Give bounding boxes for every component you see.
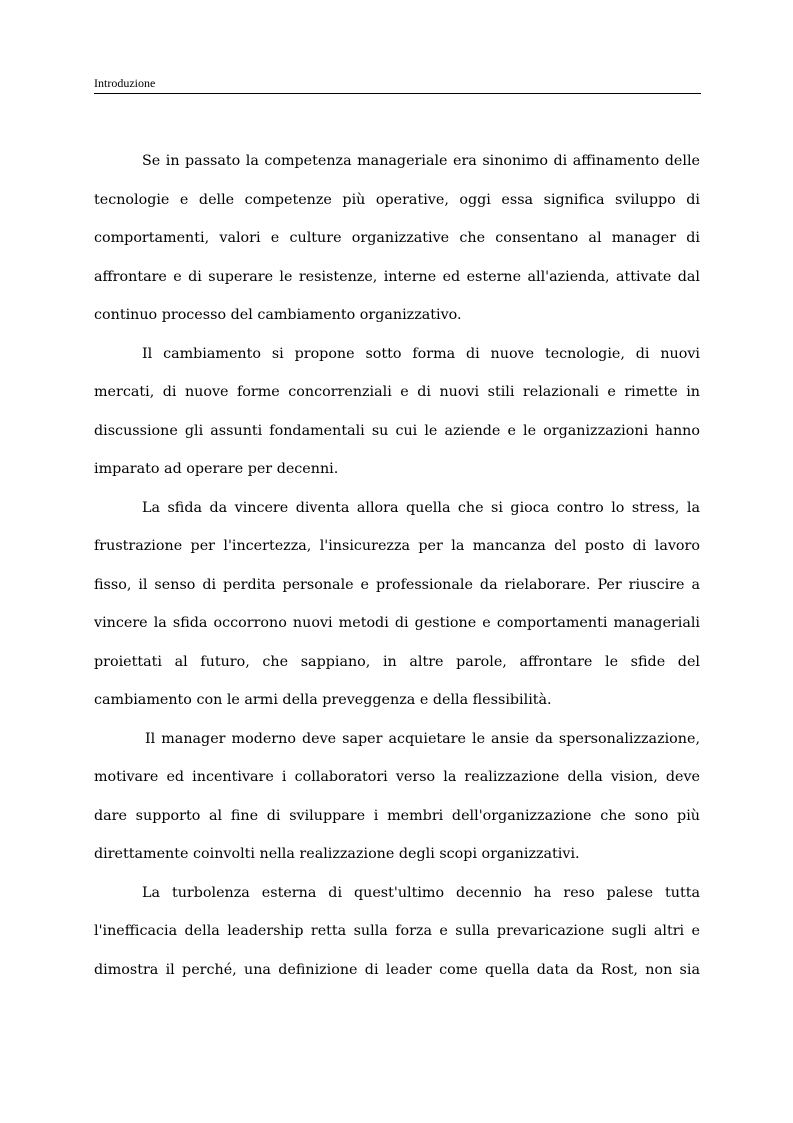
text-line: vincere la sfida occorrono nuovi metodi di gestione e comportamenti manageriali [94,615,700,631]
text-line: motivare ed incentivare i collaboratori verso la realizzazione della vision, deve [94,769,700,785]
text-line: proiettati al futuro, che sappiano, in altre parole, affrontare le sfide del [94,653,700,670]
text-line: tecnologie e delle competenze più operative, oggi essa significa sviluppo di [94,191,700,208]
text-line: affrontare e di superare le resistenze, interne ed esterne all'azienda, attivate dal [94,268,700,285]
text-line: comportamenti, valori e culture organizzative che consentano al manager di [94,230,700,246]
text-line: dare supporto al fine di sviluppare i membri dell'organizzazione che sono più [94,807,700,824]
body-text [94,148,700,995]
paragraph-4 [94,726,700,880]
text-line: frustrazione per l'incertezza, l'insicurezza per la mancanza del posto di lavoro [94,538,700,554]
text-line: La turbolenza esterna di quest'ultimo decennio ha reso palese tutta [142,884,700,901]
paragraph-1 [94,148,700,341]
text-line: Se in passato la competenza manageriale era sinonimo di affinamento delle [142,153,700,169]
running-header-title: Introduzione [94,76,156,90]
text-line: continuo processo del cambiamento organizzativo. [94,307,462,323]
text-line: dimostra il perché, una definizione di leader come quella data da Rost, non sia [94,961,700,978]
text-line: mercati, di nuove forme concorrenziali e di nuovi stili relazionali e rimette in [94,384,700,400]
text-line: fisso, il senso di perdita personale e professionale da rielaborare. Per riuscire a [94,576,700,593]
paragraph-5 [94,880,700,996]
text-line: Il cambiamento si propone sotto forma di nuove tecnologie, di nuovi [142,345,700,362]
text-line: Il manager moderno deve saper acquietare le ansie da spersonalizzazione, [145,730,700,747]
text-line: cambiamento con le armi della preveggenza e della flessibilità. [94,692,552,708]
text-line: direttamente coinvolti nella realizzazione degli scopi organizzativi. [94,846,580,862]
paragraph-2 [94,341,700,495]
text-line: l'inefficacia della leadership retta sulla forza e sulla prevaricazione sugli altri e [94,923,700,939]
text-line: discussione gli assunti fondamentali su cui le aziende e le organizzazioni hanno [94,422,700,439]
paragraph-3 [94,495,700,726]
text-line: La sfida da vincere diventa allora quella che si gioca contro lo stress, la [142,499,700,516]
running-header [94,76,701,94]
text-line: imparato ad operare per decenni. [94,461,339,477]
